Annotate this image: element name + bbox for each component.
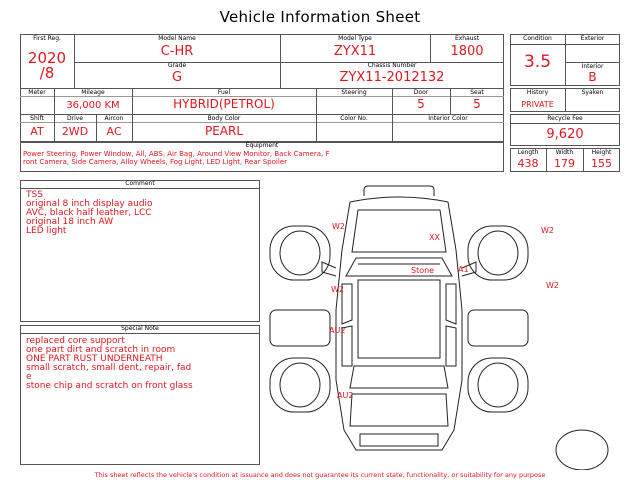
special-note-line: small scratch, small dent, repair, fad bbox=[26, 363, 192, 373]
mark-w2-mid-right: W2 bbox=[546, 281, 559, 290]
interior-label: Interior bbox=[581, 63, 604, 70]
door-label: Door bbox=[413, 89, 429, 96]
chassis-label: Chassis Number bbox=[367, 62, 417, 69]
seat-label: Seat bbox=[470, 89, 484, 96]
sheet-title: Vehicle Information Sheet bbox=[219, 8, 421, 26]
grade-value: G bbox=[171, 70, 183, 85]
seat-value: 5 bbox=[473, 97, 481, 111]
exterior-label: Exterior bbox=[580, 35, 605, 42]
grade-label: Grade bbox=[167, 62, 187, 69]
comment-line: LED light bbox=[26, 226, 67, 236]
history-label: History bbox=[526, 89, 549, 96]
shift-label: Shift bbox=[30, 115, 44, 122]
condition-value: 3.5 bbox=[523, 52, 552, 72]
recycle-fee-label: Recycle Fee bbox=[547, 115, 583, 122]
length-value: 438 bbox=[517, 157, 539, 170]
comment-line: original 18 inch AW bbox=[26, 217, 114, 227]
length-label: Length bbox=[517, 149, 539, 156]
exhaust-label: Exhaust bbox=[454, 35, 480, 42]
mark-w2-front-left: W2 bbox=[332, 222, 345, 231]
mark-w2-front-right: W2 bbox=[541, 226, 554, 235]
condition-label: Condition bbox=[523, 35, 552, 42]
interior-value: B bbox=[588, 70, 597, 84]
syaken-label: Syaken bbox=[581, 89, 604, 96]
special-note-line: stone chip and scratch on front glass bbox=[26, 381, 193, 391]
mark-w2-mid-left: W2 bbox=[331, 285, 344, 294]
history-value: PRIVATE bbox=[521, 100, 554, 109]
body-color-label: Body Color bbox=[207, 115, 241, 122]
drive-value: 2WD bbox=[61, 125, 89, 138]
mark-xx-hood: XX bbox=[429, 233, 440, 242]
fuel-value: HYBRID(PETROL) bbox=[173, 97, 275, 111]
car-damage-diagram bbox=[262, 180, 634, 470]
special-note-line: replaced core support bbox=[26, 336, 125, 346]
exhaust-value: 1800 bbox=[450, 44, 484, 59]
body-color-value: PEARL bbox=[204, 124, 244, 138]
model-type-value: ZYX11 bbox=[333, 44, 377, 59]
model-type-label: Model Type bbox=[338, 35, 372, 42]
special-note-line: ONE PART RUST UNDERNEATH bbox=[26, 354, 163, 364]
comment-line: original 8 inch display audio bbox=[26, 199, 153, 209]
height-value: 155 bbox=[591, 157, 612, 170]
model-name-label: Model Name bbox=[158, 35, 196, 42]
comment-line: AVC, black half leather, LCC bbox=[26, 208, 152, 218]
meter-label: Meter bbox=[28, 89, 46, 96]
mark-au2-side: AU2 bbox=[329, 326, 346, 335]
special-note-line: e bbox=[26, 372, 32, 382]
equipment-line-2: ront Camera, Side Camera, Alloy Wheels, Fog Light, LED Light, Rear Spoiler bbox=[23, 158, 287, 166]
comment-lines bbox=[26, 191, 153, 236]
recycle-fee-value: 9,620 bbox=[546, 127, 584, 142]
color-no-label: Color No. bbox=[340, 115, 368, 122]
mark-au2-rear: AU2 bbox=[337, 391, 354, 400]
equipment-line-1: Power Steering, Power Window, All, ABS, Air Bag, Around View Monitor, Back Camera, F bbox=[23, 150, 330, 158]
shift-value: AT bbox=[30, 125, 44, 138]
fuel-label: Fuel bbox=[217, 89, 231, 96]
special-note-line: one part dirt and scratch in room bbox=[26, 345, 176, 355]
mark-stone: Stone bbox=[411, 266, 435, 275]
door-value: 5 bbox=[417, 97, 425, 111]
comment-label: Comment bbox=[125, 180, 155, 187]
mark-a1: A1 bbox=[458, 265, 469, 274]
interior-color-label: Interior Color bbox=[428, 115, 468, 122]
chassis-value: ZYX11-2012132 bbox=[339, 70, 445, 85]
model-name-value: C-HR bbox=[160, 44, 194, 59]
first-reg-year: 2020 bbox=[27, 49, 67, 67]
mileage-label: Mileage bbox=[81, 89, 105, 96]
equipment-label: Equipment bbox=[245, 142, 279, 149]
aircon-label: Aircon bbox=[104, 115, 124, 122]
first-reg-month: /8 bbox=[39, 64, 55, 82]
drive-label: Drive bbox=[67, 115, 83, 122]
steering-label: Steering bbox=[341, 89, 367, 96]
special-note-lines bbox=[26, 337, 193, 391]
width-value: 179 bbox=[554, 157, 575, 170]
comment-line: TSS bbox=[26, 190, 43, 200]
aircon-value: AC bbox=[106, 125, 122, 138]
special-note-label: Special Note bbox=[121, 325, 159, 332]
footer-disclaimer: This sheet reflects the vehicle's condition at issuance and does not guarantee its current state, functionality, or suitability for any purpose bbox=[94, 471, 546, 479]
mileage-value: 36,000 KM bbox=[66, 100, 120, 111]
first-reg-label: First Reg. bbox=[33, 35, 61, 42]
width-label: Width bbox=[555, 149, 574, 156]
height-label: Height bbox=[591, 149, 612, 156]
